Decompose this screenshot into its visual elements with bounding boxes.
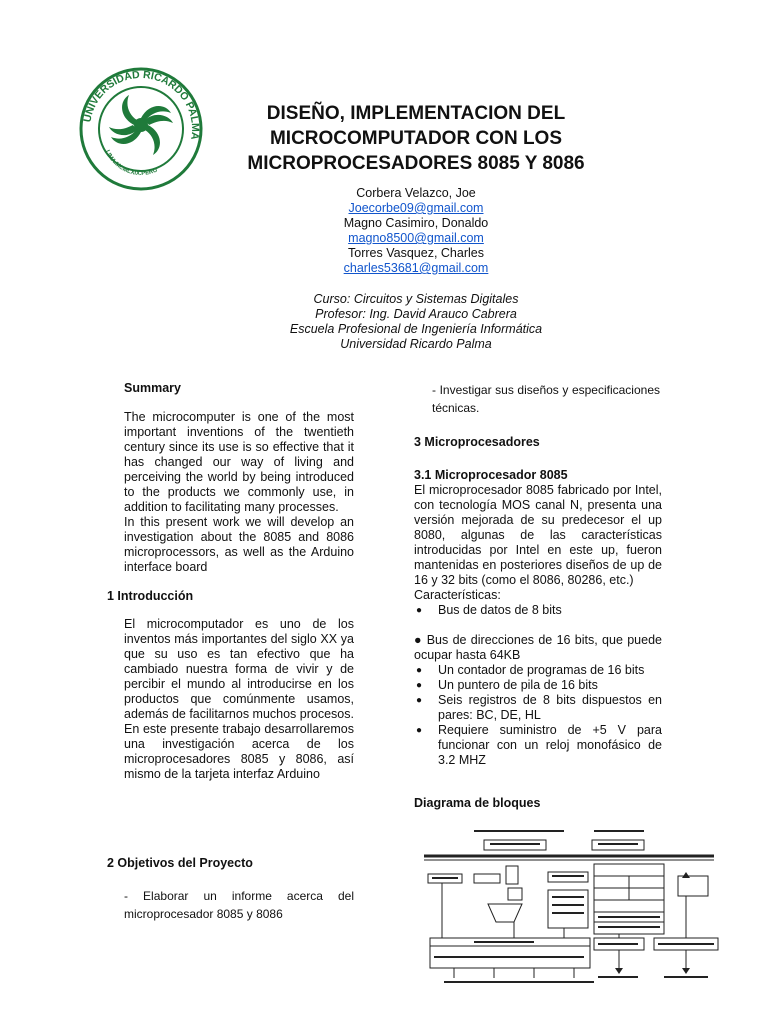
course-line: Curso: Circuitos y Sistemas Digitales: [313, 292, 519, 306]
intro-paragraph: En este presente trabajo desarrollaremos una investigación acerca de los microprocesadores 8085 y 8086, así mismo de la tarjeta interfaz Arduino: [124, 722, 354, 781]
summary-paragraph: The microcomputer is one of the most important inventions of the twentieth century since its use is so effective that it has changed our way of living and perceiving the world by being introduced to the products we commonly use, in addition to facilitating many processes.: [124, 410, 354, 514]
summary-heading: Summary: [124, 381, 181, 395]
title-line: DISEÑO, IMPLEMENTACION DEL: [266, 103, 566, 124]
title-line: MICROCOMPUTADOR CON LOS: [269, 128, 563, 149]
course-info: [230, 292, 602, 352]
course-line: Profesor: Ing. David Arauco Cabrera: [315, 307, 517, 321]
feature-bullet: ● Un puntero de pila de 16 bits: [414, 678, 662, 693]
svg-text:LIMA.MCMLXIX.PERU: [104, 149, 159, 177]
summary-paragraph: In this present work we will develop an investigation about the 8085 and 8086 microprocessors, as well as the Arduino interface board: [124, 515, 354, 574]
seal-inner-text: LIMA.MCMLXIX.PERU: [103, 149, 159, 178]
title-line: MICROPROCESADORES 8085 Y 8086: [247, 153, 585, 174]
section-heading-objetivos: 2 Objetivos del Proyecto: [107, 856, 253, 870]
objective-text: - Elaborar un informe acerca del microprocesador 8085 y 8086: [124, 889, 354, 921]
paper-title: [230, 101, 602, 176]
feature-bullet: ● Bus de direcciones de 16 bits, que puede ocupar hasta 64KB: [414, 633, 662, 662]
feature-bullet: ● Requiere suministro de +5 V para funcionar con un reloj monofásico de 3.2 MHZ: [414, 723, 662, 768]
authors-block: [230, 186, 602, 276]
micro-8085-body: [414, 483, 662, 768]
block-diagram-figure: [414, 826, 728, 986]
author-name: Magno Casimiro, Donaldo: [343, 216, 489, 230]
author-email-link[interactable]: charles53681@gmail.com: [343, 261, 489, 275]
intro-paragraph: El microcomputador es uno de los inventos más importantes del siglo XX ya que su uso es tan efectivo que ha cambiado nuestra forma de vivir y de percibir el mundo al introducirse en los productos que comúnmente usamos, además de facilitarnos muchos procesos.: [124, 617, 354, 721]
feature-bullet: ● Bus de datos de 8 bits: [414, 603, 662, 618]
intro-body: [124, 617, 354, 782]
author-email-link[interactable]: Joecorbe09@gmail.com: [348, 201, 484, 215]
university-seal: [79, 67, 203, 191]
swirl-icon: [109, 95, 173, 155]
objective-text: - Investigar sus diseños y especificaciones técnicas.: [432, 383, 660, 415]
author-name: Torres Vasquez, Charles: [348, 246, 484, 260]
course-line: Escuela Profesional de Ingeniería Informática: [289, 322, 543, 336]
micro-paragraph: El microprocesador 8085 fabricado por Intel, con tecnología MOS canal N, presenta una versión mejorada de su predecesor el up 8080, algunas de las características introducidas por Intel en este up, fueron mantenidas en posteriores diseños de up de 16 y 32 bits (como el 8086, 80286, etc.): [414, 483, 662, 587]
feature-bullet: ● Un contador de programas de 16 bits: [414, 663, 662, 678]
author-email-link[interactable]: magno8500@gmail.com: [348, 231, 484, 245]
summary-body: [124, 410, 354, 575]
author-name: Corbera Velazco, Joe: [356, 186, 476, 200]
feature-bullet: ● Seis registros de 8 bits dispuestos en pares: BC, DE, HL: [414, 693, 662, 723]
subsection-heading-8085: 3.1 Microprocesador 8085: [414, 468, 568, 482]
features-label: Características:: [414, 588, 501, 602]
seal-ring-text: UNIVERSIDAD RICARDO PALMA: [81, 68, 202, 141]
section-heading-microprocesadores: 3 Microprocesadores: [414, 435, 540, 449]
objectives-item-2: [432, 381, 660, 417]
section-heading-introduccion: 1 Introducción: [107, 589, 194, 603]
objectives-item-1: [124, 887, 354, 923]
course-line: Universidad Ricardo Palma: [340, 337, 492, 351]
diagram-heading: Diagrama de bloques: [414, 796, 541, 810]
